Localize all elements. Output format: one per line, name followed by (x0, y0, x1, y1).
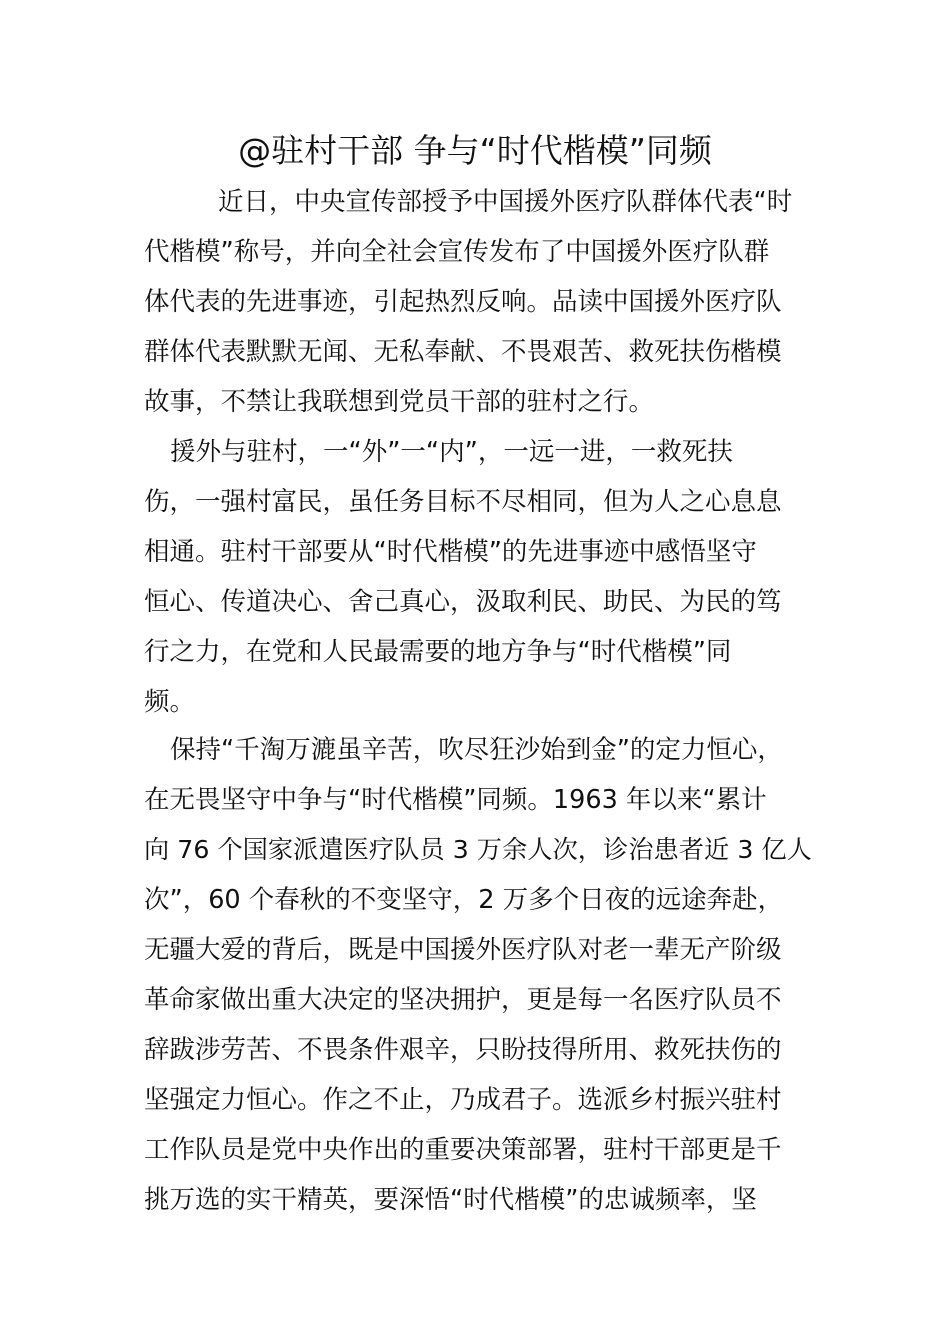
body-line: 行之力，在党和人民最需要的地方争与“时代楷模”同 (144, 637, 732, 667)
body-line: 近日，中央宣传部授予中国援外医疗队群体代表“时 (218, 187, 793, 217)
body-line: 代楷模”称号，并向全社会宣传发布了中国援外医疗队群 (144, 237, 770, 267)
body-line: 相通。驻村干部要从“时代楷模”的先进事迹中感悟坚守 (144, 537, 757, 567)
body-line: 革命家做出重大决定的坚决拥护，更是每一名医疗队员不 (144, 985, 782, 1015)
body-line: 向 76 个国家派遣医疗队员 3 万余人次，诊治患者近 3 亿人 (144, 835, 812, 864)
body-line: 援外与驻村，一“外”一“内”，一远一进，一救死扶 (170, 437, 733, 467)
body-line: 体代表的先进事迹，引起热烈反响。品读中国援外医疗队 (144, 287, 782, 317)
body-line: 频。 (144, 687, 196, 717)
body-line: 工作队员是党中央作出的重要决策部署，驻村干部更是千 (144, 1135, 782, 1165)
body-line: 辞跋涉劳苦、不畏条件艰辛，只盼技得所用、救死扶伤的 (144, 1035, 782, 1065)
body-line: 恒心、传道决心、舍己真心，汲取利民、助民、为民的笃 (144, 587, 782, 617)
body-line: 故事，不禁让我联想到党员干部的驻村之行。 (144, 387, 655, 417)
body-line: 伤，一强村富民，虽任务目标不尽相同，但为人之心息息 (144, 487, 782, 517)
body-line: 保持“千淘万漉虽辛苦，吹尽狂沙始到金”的定力恒心， (170, 735, 783, 765)
body-line: 无疆大爱的背后，既是中国援外医疗队对老一辈无产阶级 (144, 935, 782, 965)
document-title: @驻村干部 争与“时代楷模”同频 (238, 131, 712, 170)
body-line: 坚强定力恒心。作之不止，乃成君子。选派乡村振兴驻村 (144, 1085, 782, 1115)
body-line: 群体代表默默无闻、无私奉献、不畏艰苦、救死扶伤楷模 (144, 337, 782, 367)
body-line: 挑万选的实干精英，要深悟“时代楷模”的忠诚频率，坚 (144, 1185, 757, 1215)
body-line: 次”，60 个春秋的不变坚守，2 万多个日夜的远途奔赴， (144, 885, 784, 915)
body-line: 在无畏坚守中争与“时代楷模”同频。1963 年以来“累计 (144, 785, 767, 815)
